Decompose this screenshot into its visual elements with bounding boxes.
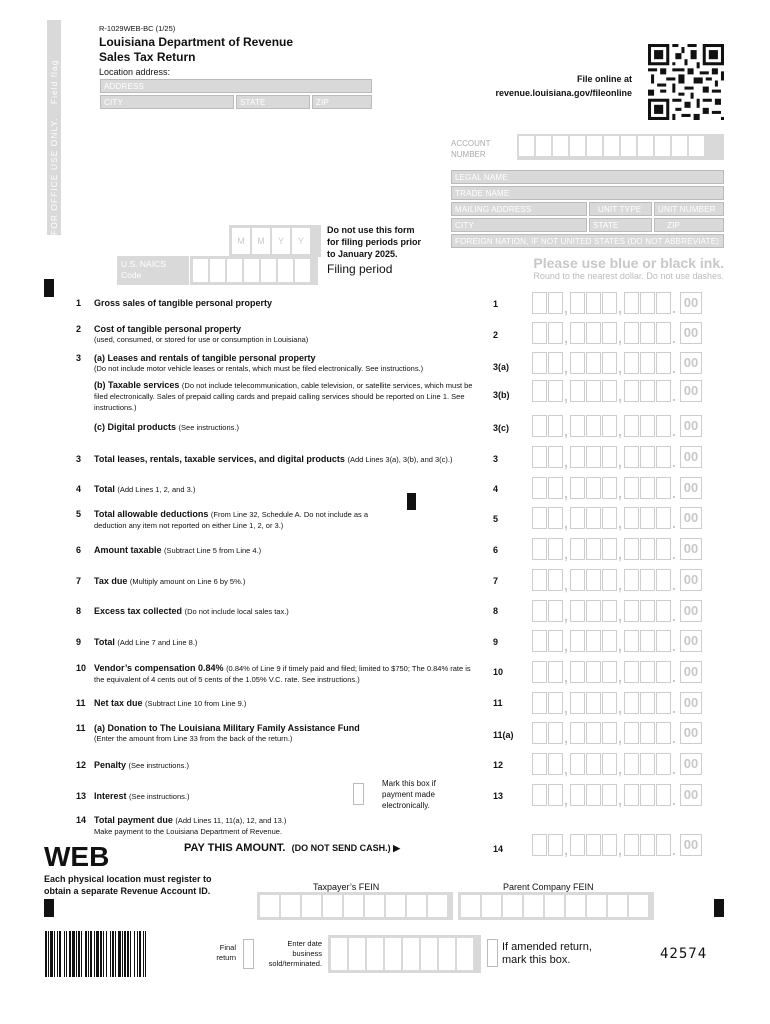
line-note: (Add Lines 3(a), 3(b), and 3(c).) bbox=[347, 455, 453, 464]
line-note: (See instructions.) bbox=[129, 792, 190, 801]
zip-field[interactable]: ZIP bbox=[654, 218, 724, 232]
period-warning: Do not use this form for filing periods prior to January 2025. bbox=[327, 225, 421, 259]
line-number: 2 bbox=[76, 324, 82, 334]
filing-period-input[interactable]: M M Y Y bbox=[229, 225, 321, 257]
cents-box: 00 bbox=[680, 661, 702, 683]
taxpayer-fein-input[interactable] bbox=[257, 892, 453, 920]
location-address-label: Location address: bbox=[99, 67, 171, 77]
line-title: (c) Digital products bbox=[94, 422, 177, 432]
naics-label: U.S. NAICS Code bbox=[117, 256, 189, 285]
mailing-address-field[interactable]: MAILING ADDRESS bbox=[451, 202, 587, 216]
line-description bbox=[94, 637, 489, 648]
cents-box: 00 bbox=[680, 834, 702, 856]
agency-name: Louisiana Department of Revenue bbox=[99, 35, 294, 49]
legal-name-field[interactable]: LEGAL NAME bbox=[451, 170, 724, 184]
line-number: 8 bbox=[76, 606, 82, 616]
line-title: Interest bbox=[94, 791, 127, 801]
amount-input[interactable]: , , . 00 bbox=[532, 784, 726, 806]
line-title: Net tax due bbox=[94, 698, 143, 708]
line-reference: 11(a) bbox=[493, 730, 514, 740]
filing-period-label: Filing period bbox=[327, 262, 393, 276]
line-note: (See instructions.) bbox=[128, 761, 189, 770]
line-number: 14 bbox=[76, 815, 87, 825]
line-title: Vendor’s compensation 0.84% bbox=[94, 663, 224, 673]
amount-input[interactable]: , , . 00 bbox=[532, 322, 726, 344]
location-city-field[interactable]: CITY bbox=[100, 95, 234, 109]
line-description bbox=[94, 298, 489, 308]
line-description bbox=[94, 484, 489, 495]
line-note: (Do not include local sales tax.) bbox=[184, 607, 289, 616]
electronic-payment-checkbox[interactable] bbox=[353, 783, 364, 805]
date-sold-input[interactable] bbox=[328, 935, 481, 973]
line-note: (Add Lines 1, 2, and 3.) bbox=[117, 485, 196, 494]
line-reference: 4 bbox=[493, 484, 499, 494]
location-state-field[interactable]: STATE bbox=[236, 95, 310, 109]
line-reference: 8 bbox=[493, 606, 499, 616]
pay-this-amount: PAY THIS AMOUNT. (DO NOT SEND CASH.) ▶ bbox=[184, 842, 401, 854]
line-reference: 3 bbox=[493, 454, 499, 464]
office-use-label: FOR OFFICE USE ONLY. Field flag bbox=[49, 59, 59, 235]
amount-input[interactable]: , , . 00 bbox=[532, 692, 726, 714]
line-number: 12 bbox=[76, 760, 87, 770]
account-number-label: ACCOUNT NUMBER bbox=[451, 139, 491, 159]
line-note: (Enter the amount from Line 33 from the back of the return.) bbox=[94, 734, 293, 743]
cents-box: 00 bbox=[680, 600, 702, 622]
line-reference: 14 bbox=[493, 844, 504, 854]
registration-note: Each physical location must register to obtain a separate Revenue Account ID. bbox=[44, 874, 212, 896]
electronic-payment-note: Mark this box if payment made electronically. bbox=[382, 779, 436, 810]
registration-mark bbox=[44, 279, 54, 297]
line-note: (Do not include motor vehicle leases or rentals, which must be filed electronically. See instructions.) bbox=[94, 364, 424, 373]
line-note: (Add Lines 11, 11(a), 12, and 13.) bbox=[175, 816, 287, 825]
line-reference: 1 bbox=[493, 299, 499, 309]
line-note: (Multiply amount on Line 6 by 5%.) bbox=[129, 577, 246, 586]
line-note: (From Line 32, Schedule A. Do not include as a deduction any item not reported on either Line 1, 2, or 3.) bbox=[94, 510, 369, 530]
rounding-instruction: Round to the nearest dollar. Do not use dashes. bbox=[533, 271, 724, 281]
line-description bbox=[94, 698, 489, 709]
cents-box: 00 bbox=[680, 352, 702, 374]
line-reference: 5 bbox=[493, 514, 499, 524]
location-zip-field[interactable]: ZIP bbox=[312, 95, 372, 109]
line-number: 7 bbox=[76, 576, 82, 586]
line-description bbox=[94, 815, 489, 837]
account-number-input[interactable] bbox=[517, 134, 724, 160]
unit-number-field[interactable]: UNIT NUMBER bbox=[654, 202, 724, 216]
line-description bbox=[94, 353, 489, 374]
line-description bbox=[94, 545, 489, 556]
line-description bbox=[94, 380, 479, 413]
file-online-text: File online at revenue.louisiana.gov/fileonline bbox=[440, 72, 632, 100]
line-number: 6 bbox=[76, 545, 82, 555]
cents-box: 00 bbox=[680, 722, 702, 744]
amount-input[interactable]: , , . 00 bbox=[532, 569, 726, 591]
line-reference: 6 bbox=[493, 545, 499, 555]
amount-input[interactable]: , , . 00 bbox=[532, 352, 726, 374]
amount-input[interactable]: , , . 00 bbox=[532, 446, 726, 468]
amount-input[interactable]: , , . 00 bbox=[532, 834, 726, 856]
line-reference: 12 bbox=[493, 760, 504, 770]
cents-box: 00 bbox=[680, 415, 702, 437]
line-note: (Subtract Line 5 from Line 4.) bbox=[164, 546, 262, 555]
amended-return-checkbox[interactable] bbox=[487, 939, 498, 967]
qr-code bbox=[648, 44, 724, 120]
line-description bbox=[94, 663, 479, 685]
line-note: (Subtract Line 10 from Line 9.) bbox=[145, 699, 247, 708]
line-title: Total bbox=[94, 637, 115, 647]
amount-input[interactable]: , , . 00 bbox=[532, 600, 726, 622]
parent-fein-label: Parent Company FEIN bbox=[503, 882, 594, 892]
naics-code-input[interactable] bbox=[190, 256, 318, 285]
line-number: 10 bbox=[76, 663, 87, 673]
amount-input[interactable]: , , . 00 bbox=[532, 722, 726, 744]
final-return-checkbox[interactable] bbox=[243, 939, 254, 969]
line-title: Total payment due bbox=[94, 815, 173, 825]
line-description bbox=[94, 324, 489, 345]
location-address-field[interactable]: ADDRESS bbox=[100, 79, 372, 93]
line-title: Penalty bbox=[94, 760, 127, 770]
line-reference: 7 bbox=[493, 576, 499, 586]
trade-name-field[interactable]: TRADE NAME bbox=[451, 186, 724, 200]
barcode bbox=[45, 931, 202, 977]
line-reference: 9 bbox=[493, 637, 499, 647]
line-title: Total leases, rentals, taxable services, and digital products bbox=[94, 454, 345, 464]
cents-box: 00 bbox=[680, 322, 702, 344]
line-number: 11 bbox=[76, 723, 86, 733]
line-note: (Add Line 7 and Line 8.) bbox=[117, 638, 198, 647]
web-badge: WEB bbox=[44, 841, 110, 872]
amount-input[interactable]: , , . 00 bbox=[532, 753, 726, 775]
line-title: Cost of tangible personal property bbox=[94, 324, 242, 334]
line-note: (0.84% of Line 9 if timely paid and filed; limited to $750; The 0.84% rate is the equivalent of 4 cents out of 5 cents of the 1.05% V.C. rate. See instructions.) bbox=[94, 664, 471, 684]
amount-input[interactable]: , , . 00 bbox=[532, 477, 726, 499]
amount-input[interactable]: , , . 00 bbox=[532, 415, 726, 437]
line-description bbox=[94, 454, 489, 465]
registration-mark bbox=[714, 899, 724, 917]
line-reference: 11 bbox=[493, 698, 503, 708]
line-description bbox=[94, 509, 384, 531]
amount-input[interactable]: , , . 00 bbox=[532, 292, 726, 314]
city-field[interactable]: CITY bbox=[451, 218, 587, 232]
cents-box: 00 bbox=[680, 380, 702, 402]
line-number: 13 bbox=[76, 791, 87, 801]
line-number: 11 bbox=[76, 698, 86, 708]
line-title: Tax due bbox=[94, 576, 128, 586]
cents-box: 00 bbox=[680, 630, 702, 652]
line-title: Total bbox=[94, 484, 115, 494]
line-number: 4 bbox=[76, 484, 82, 494]
amended-return-label: If amended return, mark this box. bbox=[502, 941, 592, 966]
cents-box: 00 bbox=[680, 292, 702, 314]
foreign-nation-field[interactable]: FOREIGN NATION, IF NOT UNITED STATES (DO NOT ABBREVIATE) bbox=[451, 234, 724, 248]
cents-box: 00 bbox=[680, 538, 702, 560]
line-number: 1 bbox=[76, 298, 82, 308]
cents-box: 00 bbox=[680, 446, 702, 468]
final-return-label: Final return bbox=[216, 943, 236, 962]
form-number: 42574 bbox=[660, 946, 708, 962]
registration-mark bbox=[44, 899, 54, 917]
line-description bbox=[94, 576, 489, 587]
cents-box: 00 bbox=[680, 784, 702, 806]
amount-input[interactable]: , , . 00 bbox=[532, 630, 726, 652]
line-reference: 3(b) bbox=[493, 390, 510, 400]
amount-input[interactable]: , , . 00 bbox=[532, 507, 726, 529]
cents-box: 00 bbox=[680, 692, 702, 714]
line-note: (used, consumed, or stored for use or consumption in Louisiana) bbox=[94, 335, 309, 344]
amount-input[interactable]: , , . 00 bbox=[532, 538, 726, 560]
state-field[interactable]: STATE bbox=[589, 218, 652, 232]
ink-instruction: Please use blue or black ink. bbox=[533, 255, 724, 271]
line-reference: 13 bbox=[493, 791, 504, 801]
cents-box: 00 bbox=[680, 507, 702, 529]
line-title: (b) Taxable services bbox=[94, 380, 180, 390]
registration-mark bbox=[407, 493, 416, 510]
line-title: Gross sales of tangible personal property bbox=[94, 298, 273, 308]
cents-box: 00 bbox=[680, 569, 702, 591]
taxpayer-fein-label: Taxpayer’s FEIN bbox=[313, 882, 380, 892]
line-description bbox=[94, 606, 489, 617]
cents-box: 00 bbox=[680, 753, 702, 775]
line-reference: 3(a) bbox=[493, 362, 510, 372]
line-reference: 3(c) bbox=[493, 423, 510, 433]
form-code: R-1029WEB-BC (1/25) bbox=[99, 24, 176, 33]
line-reference: 2 bbox=[493, 330, 499, 340]
line-title: Total allowable deductions bbox=[94, 509, 209, 519]
line-number: 3 bbox=[76, 353, 82, 363]
line-note: Make payment to the Louisiana Department of Revenue. bbox=[94, 827, 283, 836]
line-title: Excess tax collected bbox=[94, 606, 183, 616]
date-sold-label: Enter date business sold/terminated. bbox=[268, 939, 322, 968]
line-title: Amount taxable bbox=[94, 545, 162, 555]
cents-box: 00 bbox=[680, 477, 702, 499]
parent-fein-input[interactable] bbox=[458, 892, 654, 920]
line-title: (a) Leases and rentals of tangible personal property bbox=[94, 353, 316, 363]
line-number: 9 bbox=[76, 637, 82, 647]
line-description bbox=[94, 723, 489, 744]
line-number: 3 bbox=[76, 454, 82, 464]
unit-type-field[interactable]: UNIT TYPE bbox=[589, 202, 652, 216]
form-title: Sales Tax Return bbox=[99, 50, 196, 64]
line-description bbox=[94, 760, 489, 771]
line-note: (Do not include telecommunication, cable television, or satellite services, which must be filed electronically. Sales of prepaid calling cards and prepaid calling services should be reported on Line 1. See instructions.) bbox=[94, 381, 473, 412]
amount-input[interactable]: , , . 00 bbox=[532, 380, 726, 402]
file-online-url[interactable]: revenue.louisiana.gov/fileonline bbox=[495, 88, 632, 98]
line-title: (a) Donation to The Louisiana Military Family Assistance Fund bbox=[94, 723, 360, 733]
amount-input[interactable]: , , . 00 bbox=[532, 661, 726, 683]
line-note: (See instructions.) bbox=[178, 423, 239, 432]
line-number: 5 bbox=[76, 509, 82, 519]
line-reference: 10 bbox=[493, 667, 504, 677]
line-description bbox=[94, 422, 489, 433]
